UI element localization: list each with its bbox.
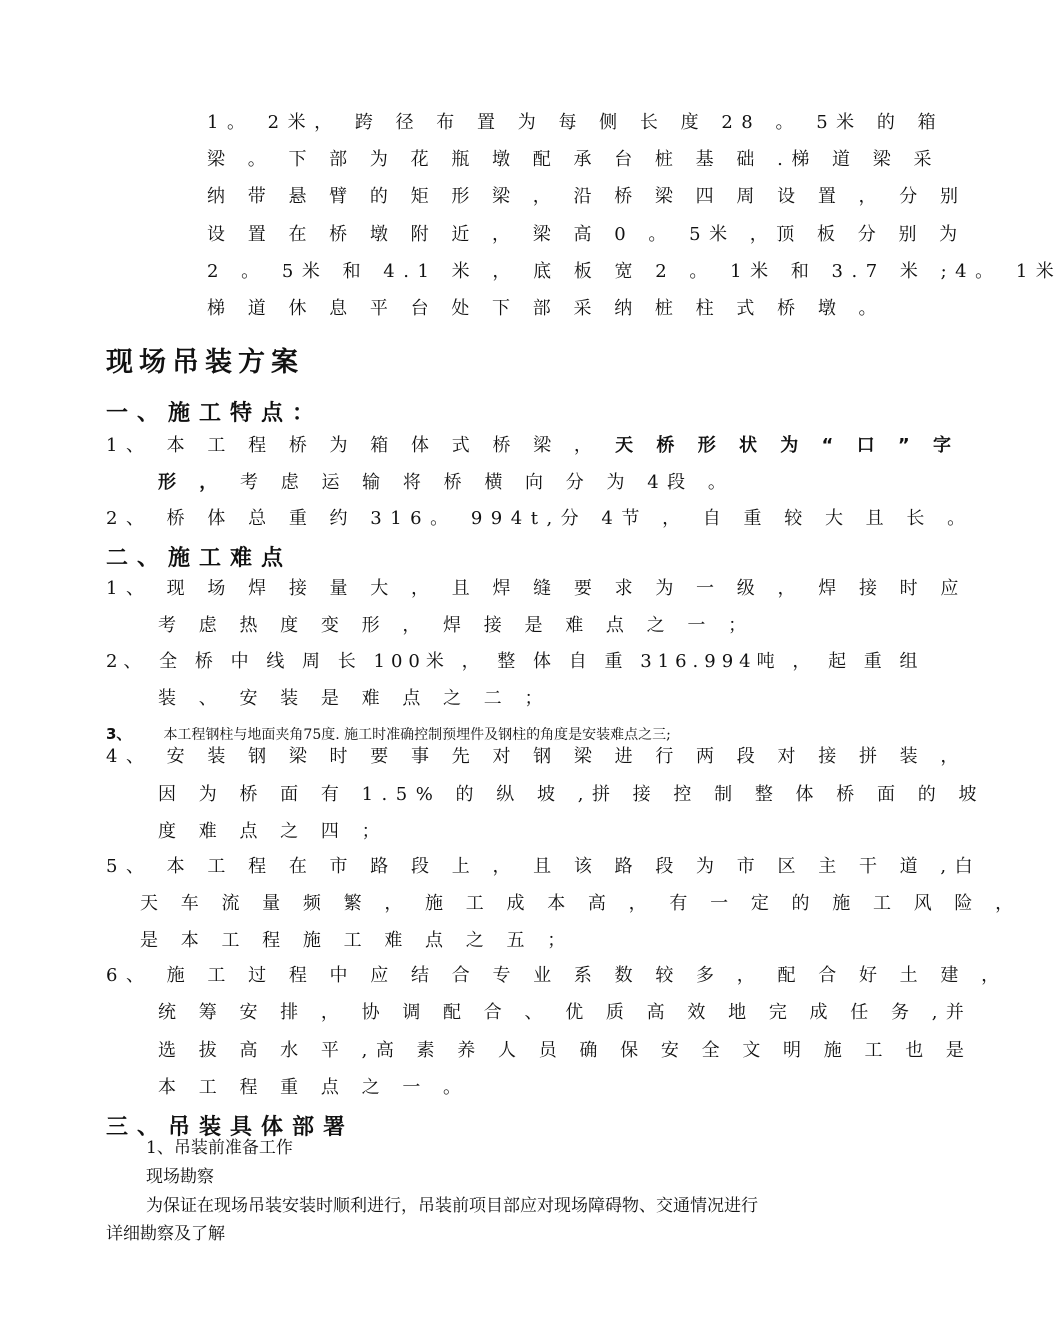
- section-3-para-line-1: 为保证在现场吊装安装时顺利进行，吊装前项目部应对现场障碍物、交通情况进行: [146, 1196, 758, 1216]
- item-3-number: 3、: [106, 725, 132, 743]
- page-title: 现场吊装方案: [106, 347, 304, 378]
- item-1-prefix: 1、 本 工 程 桥 为 箱 体 式 桥 梁 ，: [106, 435, 601, 456]
- section-2-line-2: 考 虑 热 度 变 形 ， 焊 接 是 难 点 之 一 ；: [158, 615, 755, 636]
- section-2-line-8: 5、 本 工 程 在 市 路 段 上 ， 且 该 路 段 为 市 区 主 干 道 ,白: [106, 856, 982, 877]
- section-2-item-3: [106, 723, 671, 744]
- item-1-bold: 天 桥 形 状 为 “ 口 ” 字: [600, 435, 960, 456]
- section-2-line-10: 是 本 工 程 施 工 难 点 之 五 ；: [140, 930, 574, 951]
- section-2-line-5: 4、 安 装 钢 梁 时 要 事 先 对 钢 梁 进 行 两 段 对 接 拼 装 ，: [106, 746, 967, 767]
- section-1-title: 一、施工特点：: [106, 401, 324, 426]
- intro-line-1: 1。 2米， 跨 径 布 置 为 每 侧 长 度 28 。 5米 的 箱: [207, 112, 945, 133]
- intro-line-6: 梯 道 休 息 平 台 处 下 部 采 纳 桩 柱 式 桥 墩 。: [207, 298, 886, 319]
- section-2-line-11: 6、 施 工 过 程 中 应 结 合 专 业 系 数 较 多 ， 配 合 好 土 建 ，: [106, 965, 1008, 986]
- section-2-line-1: 1、 现 场 焊 接 量 大 ， 且 焊 缝 要 求 为 一 级 ， 焊 接 时 应: [106, 578, 967, 599]
- section-2-title: 二、施工难点: [106, 546, 293, 571]
- section-3-title: 三、吊装具体部署: [106, 1115, 355, 1140]
- section-2-line-4: 装 、 安 装 是 难 点 之 二 ；: [158, 688, 551, 709]
- intro-line-5: 2 。 5米 和 4.1 米 ， 底 板 宽 2 。 1米 和 3.7 米 ;4。 1米: [207, 261, 1062, 282]
- item-1-rest: 考 虑 运 输 将 桥 横 向 分 为 4段 。: [225, 472, 735, 493]
- section-2-line-12: 统 筹 安 排 ， 协 调 配 合 、 优 质 高 效 地 完 成 任 务 ,并: [158, 1002, 973, 1023]
- section-1-item-1-cont: [158, 472, 734, 494]
- section-1-item-1: [106, 435, 959, 457]
- item-3-text: 本工程钢柱与地面夹角75度. 施工时准确控制预埋件及钢柱的角度是安装难点之三;: [163, 727, 671, 743]
- item-1-bold-2: 形 ，: [158, 472, 226, 493]
- intro-line-2: 梁 。 下 部 为 花 瓶 墩 配 承 台 桩 基 础 .梯 道 梁 采: [207, 149, 940, 170]
- section-2-line-6: 因 为 桥 面 有 1.5% 的 纵 坡 ,拼 接 控 制 整 体 桥 面 的 坡: [158, 784, 985, 805]
- section-2-line-14: 本 工 程 重 点 之 一 。: [158, 1077, 470, 1098]
- intro-line-3: 纳 带 悬 臂 的 矩 形 梁 ， 沿 桥 梁 四 周 设 置 ， 分 别: [207, 186, 967, 207]
- section-2-line-3: 2、 全 桥 中 线 周 长 100米 ， 整 体 自 重 316.994吨 ， 起 重 组: [106, 651, 924, 672]
- section-2-line-9: 天 车 流 量 频 繁 ， 施 工 成 本 高 ， 有 一 定 的 施 工 风 险 ，: [140, 893, 1022, 914]
- section-3-sub-1: 1、吊装前准备工作: [146, 1138, 293, 1158]
- section-2-line-13: 选 拔 高 水 平 ,高 素 养 人 员 确 保 安 全 文 明 施 工 也 是: [158, 1040, 973, 1061]
- section-2-line-7: 度 难 点 之 四 ；: [158, 821, 389, 842]
- section-1-item-2: 2、 桥 体 总 重 约 316。 994t,分 4节 ， 自 重 较 大 且 长 。: [106, 508, 974, 529]
- intro-line-4: 设 置 在 桥 墩 附 近 ， 梁 高 0 。 5米 ，顶 板 分 别 为: [207, 224, 966, 245]
- section-3-sub-2: 现场勘察: [146, 1167, 214, 1187]
- section-3-para-line-2: 详细勘察及了解: [106, 1224, 225, 1244]
